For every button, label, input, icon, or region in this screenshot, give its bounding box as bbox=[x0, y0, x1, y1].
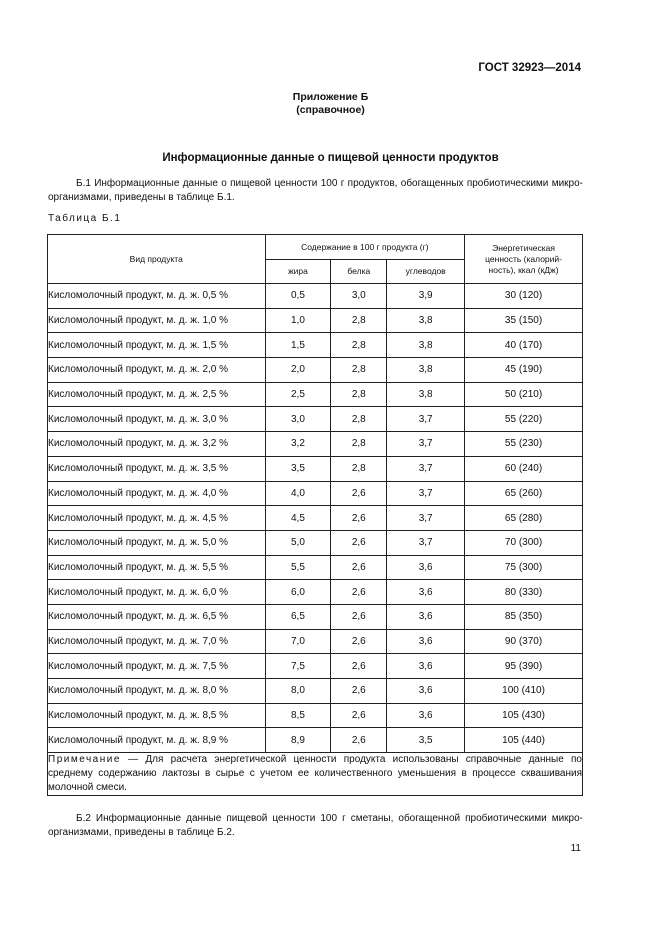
table-row bbox=[48, 580, 583, 605]
cell-fat: 8,5 bbox=[265, 703, 331, 728]
cell-fat: 3,0 bbox=[265, 407, 331, 432]
cell-protein: 2,6 bbox=[331, 604, 387, 629]
cell-energy: 100 (410) bbox=[465, 679, 583, 704]
table-row bbox=[48, 481, 583, 506]
cell-energy: 30 (120) bbox=[465, 284, 583, 309]
cell-protein: 2,8 bbox=[331, 333, 387, 358]
cell-protein: 2,6 bbox=[331, 679, 387, 704]
cell-carbs: 3,6 bbox=[387, 580, 465, 605]
table-row bbox=[48, 604, 583, 629]
cell-carbs: 3,7 bbox=[387, 530, 465, 555]
cell-fat: 4,0 bbox=[265, 481, 331, 506]
cell-fat: 7,5 bbox=[265, 654, 331, 679]
table-note-row bbox=[48, 753, 583, 796]
appendix-label: Приложение Б bbox=[292, 91, 369, 103]
header-fat: жира bbox=[265, 260, 331, 284]
cell-carbs: 3,7 bbox=[387, 432, 465, 457]
table-caption: Таблица Б.1 bbox=[48, 213, 122, 224]
cell-product: Кисломолочный продукт, м. д. ж. 6,0 % bbox=[48, 580, 266, 605]
table-row bbox=[48, 407, 583, 432]
cell-carbs: 3,8 bbox=[387, 358, 465, 383]
cell-protein: 2,6 bbox=[331, 703, 387, 728]
cell-protein: 2,6 bbox=[331, 530, 387, 555]
cell-energy: 80 (330) bbox=[465, 580, 583, 605]
cell-carbs: 3,6 bbox=[387, 555, 465, 580]
cell-energy: 50 (210) bbox=[465, 382, 583, 407]
table-row bbox=[48, 308, 583, 333]
note-label: Примечание bbox=[48, 754, 121, 766]
cell-carbs: 3,5 bbox=[387, 728, 465, 753]
appendix-heading bbox=[0, 91, 661, 117]
cell-carbs: 3,7 bbox=[387, 407, 465, 432]
cell-product: Кисломолочный продукт, м. д. ж. 6,5 % bbox=[48, 604, 266, 629]
cell-fat: 2,5 bbox=[265, 382, 331, 407]
header-carbs: углеводов bbox=[387, 260, 465, 284]
table-note bbox=[48, 753, 583, 796]
cell-protein: 2,6 bbox=[331, 629, 387, 654]
cell-energy: 105 (440) bbox=[465, 728, 583, 753]
cell-carbs: 3,7 bbox=[387, 506, 465, 531]
appendix-type: (справочное) bbox=[296, 104, 365, 116]
standard-designation: ГОСТ 32923—2014 bbox=[478, 62, 581, 74]
cell-product: Кисломолочный продукт, м. д. ж. 2,5 % bbox=[48, 382, 266, 407]
section-title: Информационные данные о пищевой ценности продуктов bbox=[162, 152, 499, 164]
header-product: Вид продукта bbox=[48, 235, 266, 284]
cell-product: Кисломолочный продукт, м. д. ж. 3,0 % bbox=[48, 407, 266, 432]
cell-protein: 3,0 bbox=[331, 284, 387, 309]
table-row bbox=[48, 358, 583, 383]
cell-protein: 2,6 bbox=[331, 481, 387, 506]
cell-product: Кисломолочный продукт, м. д. ж. 4,5 % bbox=[48, 506, 266, 531]
cell-fat: 6,5 bbox=[265, 604, 331, 629]
cell-product: Кисломолочный продукт, м. д. ж. 2,0 % bbox=[48, 358, 266, 383]
cell-protein: 2,6 bbox=[331, 555, 387, 580]
cell-protein: 2,8 bbox=[331, 358, 387, 383]
table-row bbox=[48, 333, 583, 358]
cell-product: Кисломолочный продукт, м. д. ж. 1,0 % bbox=[48, 308, 266, 333]
cell-fat: 2,0 bbox=[265, 358, 331, 383]
cell-fat: 1,5 bbox=[265, 333, 331, 358]
cell-carbs: 3,8 bbox=[387, 333, 465, 358]
table-row bbox=[48, 654, 583, 679]
paragraph-b1 bbox=[48, 177, 583, 205]
header-content-group: Содержание в 100 г продукта (г) bbox=[265, 235, 465, 260]
cell-carbs: 3,6 bbox=[387, 604, 465, 629]
cell-fat: 5,0 bbox=[265, 530, 331, 555]
cell-product: Кисломолочный продукт, м. д. ж. 4,0 % bbox=[48, 481, 266, 506]
cell-protein: 2,8 bbox=[331, 382, 387, 407]
cell-fat: 6,0 bbox=[265, 580, 331, 605]
cell-carbs: 3,8 bbox=[387, 308, 465, 333]
cell-product: Кисломолочный продукт, м. д. ж. 5,5 % bbox=[48, 555, 266, 580]
table-body bbox=[48, 284, 583, 753]
cell-carbs: 3,7 bbox=[387, 481, 465, 506]
table-row bbox=[48, 284, 583, 309]
cell-energy: 65 (280) bbox=[465, 506, 583, 531]
table-row bbox=[48, 506, 583, 531]
table-row bbox=[48, 456, 583, 481]
cell-energy: 70 (300) bbox=[465, 530, 583, 555]
paragraph-b2-text: Б.2 Информационные данные пищевой ценности 100 г сметаны, обогащенной пробиотическими микро-организмами, приведены в таблице Б.2. bbox=[48, 813, 583, 838]
paragraph-b2 bbox=[48, 812, 583, 840]
cell-fat: 1,0 bbox=[265, 308, 331, 333]
cell-product: Кисломолочный продукт, м. д. ж. 8,5 % bbox=[48, 703, 266, 728]
cell-protein: 2,8 bbox=[331, 308, 387, 333]
cell-energy: 75 (300) bbox=[465, 555, 583, 580]
table-row bbox=[48, 629, 583, 654]
table-row bbox=[48, 382, 583, 407]
cell-carbs: 3,6 bbox=[387, 629, 465, 654]
cell-product: Кисломолочный продукт, м. д. ж. 5,0 % bbox=[48, 530, 266, 555]
cell-energy: 55 (230) bbox=[465, 432, 583, 457]
nutrition-table bbox=[47, 234, 583, 796]
cell-protein: 2,6 bbox=[331, 506, 387, 531]
paragraph-b1-text: Б.1 Информационные данные о пищевой ценности 100 г продуктов, обогащенных пробиотическими микро-организмами, приведены в таблице Б.1. bbox=[48, 178, 583, 203]
cell-protein: 2,6 bbox=[331, 728, 387, 753]
cell-product: Кисломолочный продукт, м. д. ж. 3,2 % bbox=[48, 432, 266, 457]
cell-energy: 35 (150) bbox=[465, 308, 583, 333]
cell-product: Кисломолочный продукт, м. д. ж. 8,0 % bbox=[48, 679, 266, 704]
cell-fat: 8,9 bbox=[265, 728, 331, 753]
cell-energy: 45 (190) bbox=[465, 358, 583, 383]
cell-fat: 8,0 bbox=[265, 679, 331, 704]
table-header-row bbox=[48, 235, 583, 260]
cell-fat: 0,5 bbox=[265, 284, 331, 309]
cell-carbs: 3,7 bbox=[387, 456, 465, 481]
header-protein: белка bbox=[331, 260, 387, 284]
cell-energy: 60 (240) bbox=[465, 456, 583, 481]
cell-energy: 105 (430) bbox=[465, 703, 583, 728]
cell-fat: 4,5 bbox=[265, 506, 331, 531]
cell-energy: 90 (370) bbox=[465, 629, 583, 654]
cell-fat: 7,0 bbox=[265, 629, 331, 654]
cell-carbs: 3,6 bbox=[387, 703, 465, 728]
cell-protein: 2,6 bbox=[331, 580, 387, 605]
cell-protein: 2,6 bbox=[331, 654, 387, 679]
cell-fat: 3,5 bbox=[265, 456, 331, 481]
cell-product: Кисломолочный продукт, м. д. ж. 0,5 % bbox=[48, 284, 266, 309]
cell-fat: 5,5 bbox=[265, 555, 331, 580]
cell-product: Кисломолочный продукт, м. д. ж. 7,5 % bbox=[48, 654, 266, 679]
table-row bbox=[48, 679, 583, 704]
cell-product: Кисломолочный продукт, м. д. ж. 1,5 % bbox=[48, 333, 266, 358]
cell-protein: 2,8 bbox=[331, 432, 387, 457]
cell-fat: 3,2 bbox=[265, 432, 331, 457]
cell-carbs: 3,9 bbox=[387, 284, 465, 309]
cell-protein: 2,8 bbox=[331, 456, 387, 481]
cell-product: Кисломолочный продукт, м. д. ж. 7,0 % bbox=[48, 629, 266, 654]
table-row bbox=[48, 555, 583, 580]
page-number: 11 bbox=[570, 843, 581, 854]
cell-protein: 2,8 bbox=[331, 407, 387, 432]
table-row bbox=[48, 530, 583, 555]
cell-carbs: 3,6 bbox=[387, 679, 465, 704]
cell-product: Кисломолочный продукт, м. д. ж. 8,9 % bbox=[48, 728, 266, 753]
table-row bbox=[48, 703, 583, 728]
cell-energy: 55 (220) bbox=[465, 407, 583, 432]
cell-product: Кисломолочный продукт, м. д. ж. 3,5 % bbox=[48, 456, 266, 481]
cell-energy: 95 (390) bbox=[465, 654, 583, 679]
header-energy: Энергетическая ценность (калорий-ность), ккал (кДж) bbox=[465, 235, 583, 284]
cell-energy: 65 (260) bbox=[465, 481, 583, 506]
cell-energy: 85 (350) bbox=[465, 604, 583, 629]
table-row bbox=[48, 432, 583, 457]
cell-carbs: 3,6 bbox=[387, 654, 465, 679]
table-row bbox=[48, 728, 583, 753]
cell-energy: 40 (170) bbox=[465, 333, 583, 358]
note-text: — Для расчета энергетической ценности продукта использованы справочные данные по среднему содержанию лактозы в сырье с учетом ее количественного уменьшения в процессе сквашивания молочной смеси. bbox=[48, 754, 582, 794]
cell-carbs: 3,8 bbox=[387, 382, 465, 407]
